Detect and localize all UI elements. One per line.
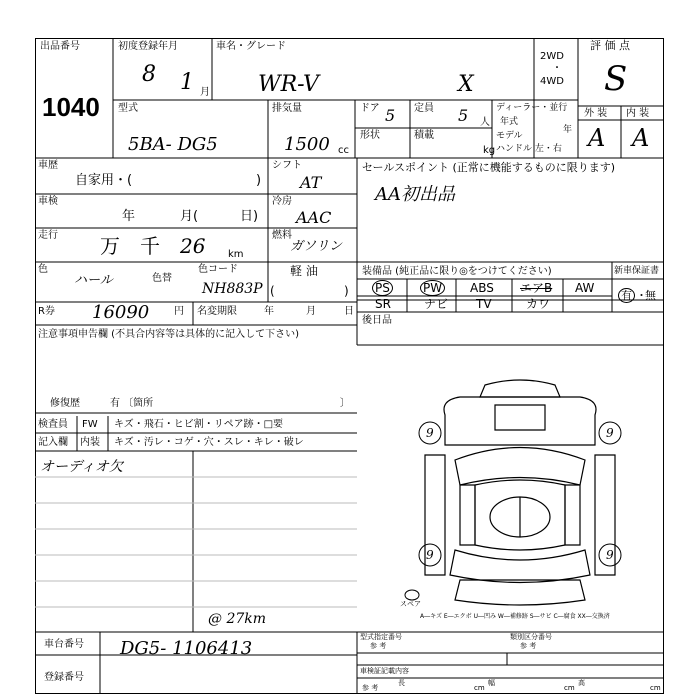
rating-value: S [604,59,628,99]
mileage-sen: 千 [140,234,160,258]
drive-4wd: 4WD [540,76,564,87]
damage-legend: A―キズ E―エクボ U―凹み W―補修跡 S―サビ C―腐食 XX―交換済 [420,613,610,620]
displacement-value: 1500 [284,134,330,155]
load-unit: kg [483,145,496,156]
model-value: 5BA- DG5 [128,134,218,155]
grade: X [458,72,474,97]
damage-mark-rear-left: 9 [426,548,434,562]
drive-2wd: 2WD [540,51,564,62]
eq-sr: SR [375,297,391,311]
warranty-yes: 有 [618,290,635,301]
insp-year: 年 [122,209,136,224]
eq-ps: PS [372,282,393,294]
mileage-note: @ 27km [208,611,267,627]
cert-label: 車検証記載内容 [360,667,409,675]
color-code-label: 色コード [198,264,238,275]
insp-day: 日) [240,209,259,224]
nc-year: 年 [264,306,274,317]
insp-month: 月( [180,209,199,224]
warranty-dot: ・ [636,289,647,302]
yen: 円 [174,306,184,317]
shift-value: AT [300,173,322,192]
doors-label: ドア [360,103,380,114]
interior-label: 内 装 [626,108,650,119]
car-name-label: 車名・グレード [216,41,286,52]
fuel-gasoline: ガソリン [290,239,343,254]
exterior-grade: A [588,124,606,152]
ref-2: 参 考 [520,642,537,650]
mileage-label: 走行 [38,230,58,241]
model-year-unit: 年 [563,125,573,135]
interior-grade: A [632,124,650,152]
capacity-value: 5 [458,106,469,125]
eq-pw: PW [420,282,445,294]
later-label: 後日品 [362,315,392,326]
capacity-label: 定員 [414,103,434,114]
ac-value: AAC [296,208,332,227]
ref-3: 参 考 [362,684,379,692]
month-unit: 月 [200,87,210,98]
eq-navi: ナビ [424,297,449,311]
shift-label: シフト [272,160,302,171]
width-label: 幅 [488,679,495,687]
ref-1: 参 考 [370,642,387,650]
drive-dot: ・ [552,63,562,74]
model-sub-label: モデル [496,131,523,141]
ac-label: 冷房 [272,196,292,207]
first-reg-label: 初度登録年月 [118,41,178,52]
doors-value: 5 [385,106,396,125]
cm-3: cm [650,684,661,692]
car-diagram [400,375,640,615]
history-close: ) [256,173,262,188]
handle-label: ハンドル 左・右 [496,144,562,154]
lot-number: 1040 [42,92,100,122]
first-reg-month: 1 [180,70,194,95]
capacity-unit: 人 [480,117,490,128]
sales-label: セールスポイント (正常に機能するものに限ります) [362,161,616,174]
eq-kawa: カワ [526,297,551,311]
recycle-value: 16090 [92,302,150,323]
model-year-label: 年式 [500,117,519,127]
dealer-label: ディーラー・並行 [496,103,568,113]
fuel-label: 燃料 [272,230,292,241]
eq-aw: AW [575,281,595,295]
mileage-unit: km [228,249,244,260]
car-name: WR-V [258,72,319,97]
repair-value: 有 〔箇所 [110,398,154,409]
reg-label: 登録番号 [44,672,84,683]
eq-abs: ABS [470,281,494,295]
inspector-label: 検査員 [38,419,68,430]
entry-label: 記入欄 [38,437,68,448]
cm-2: cm [564,684,575,692]
notes-label: 注意事項申告欄 (不具合内容等は具体的に記入して下さい) [38,329,299,340]
first-reg-year: 8 [142,62,156,87]
color-code: NH883P [202,281,263,297]
displacement-label: 排気量 [272,103,302,114]
repair-close: 〕 [340,398,350,409]
warranty-label: 新車保証書 [614,266,660,276]
history-value: 自家用・( [75,173,133,188]
fw-label: FW [82,419,98,430]
color-value: ハール [74,273,113,288]
inspect-list: キズ・飛石・ヒビ割・リペア跡・□要 [114,419,284,430]
sales-value: AA初出品 [375,184,455,205]
damage-mark-front-right: 9 [606,426,614,440]
history-label: 車歴 [38,160,58,171]
eq-tv: TV [476,297,492,311]
fuel-diesel: 軽 油 [290,264,318,278]
displacement-unit: cc [338,145,349,156]
recycle-label: R券 [38,306,55,317]
rating-label: 評 価 点 [590,39,630,52]
inspection-label: 車検 [38,196,58,207]
interior-short: 内装 [80,437,100,448]
entry-list: キズ・汚レ・コゲ・穴・スレ・キレ・破レ [114,437,304,448]
entry-note: オーディオ欠 [40,459,123,475]
chassis-value: DG5- 1106413 [120,638,253,659]
type-cert-label: 型式指定番号 [360,633,402,641]
color-label: 色 [38,264,48,275]
exterior-label: 外 装 [584,108,608,119]
mileage-value: 26 [180,234,206,258]
paren-open: ( [270,284,275,298]
chassis-label: 車台番号 [44,639,84,650]
paren-close: ) [344,284,349,298]
name-change-label: 名変期限 [197,306,237,317]
eq-eab: エアB [520,281,553,295]
category-label: 類別区分番号 [510,633,552,641]
lot-label: 出品番号 [40,41,80,52]
nc-month: 月 [306,306,316,317]
height-label: 高 [578,679,585,687]
color-change-label: 色替 [152,273,172,284]
warranty-no: 無 [645,289,656,302]
spare-label: スペア [400,600,421,608]
repair-label: 修復歴 [50,398,80,409]
shape-label: 形状 [360,130,380,141]
damage-mark-front-left: 9 [426,426,434,440]
equipment-label: 装備品 (純正品に限り◎をつけてください) [362,266,552,277]
damage-mark-rear-right: 9 [606,548,614,562]
nc-day: 日 [344,306,354,317]
length-label: 長 [398,679,405,687]
load-label: 積載 [414,130,434,141]
model-label: 型式 [118,103,138,114]
mileage-man: 万 [100,234,120,258]
cm-1: cm [474,684,485,692]
